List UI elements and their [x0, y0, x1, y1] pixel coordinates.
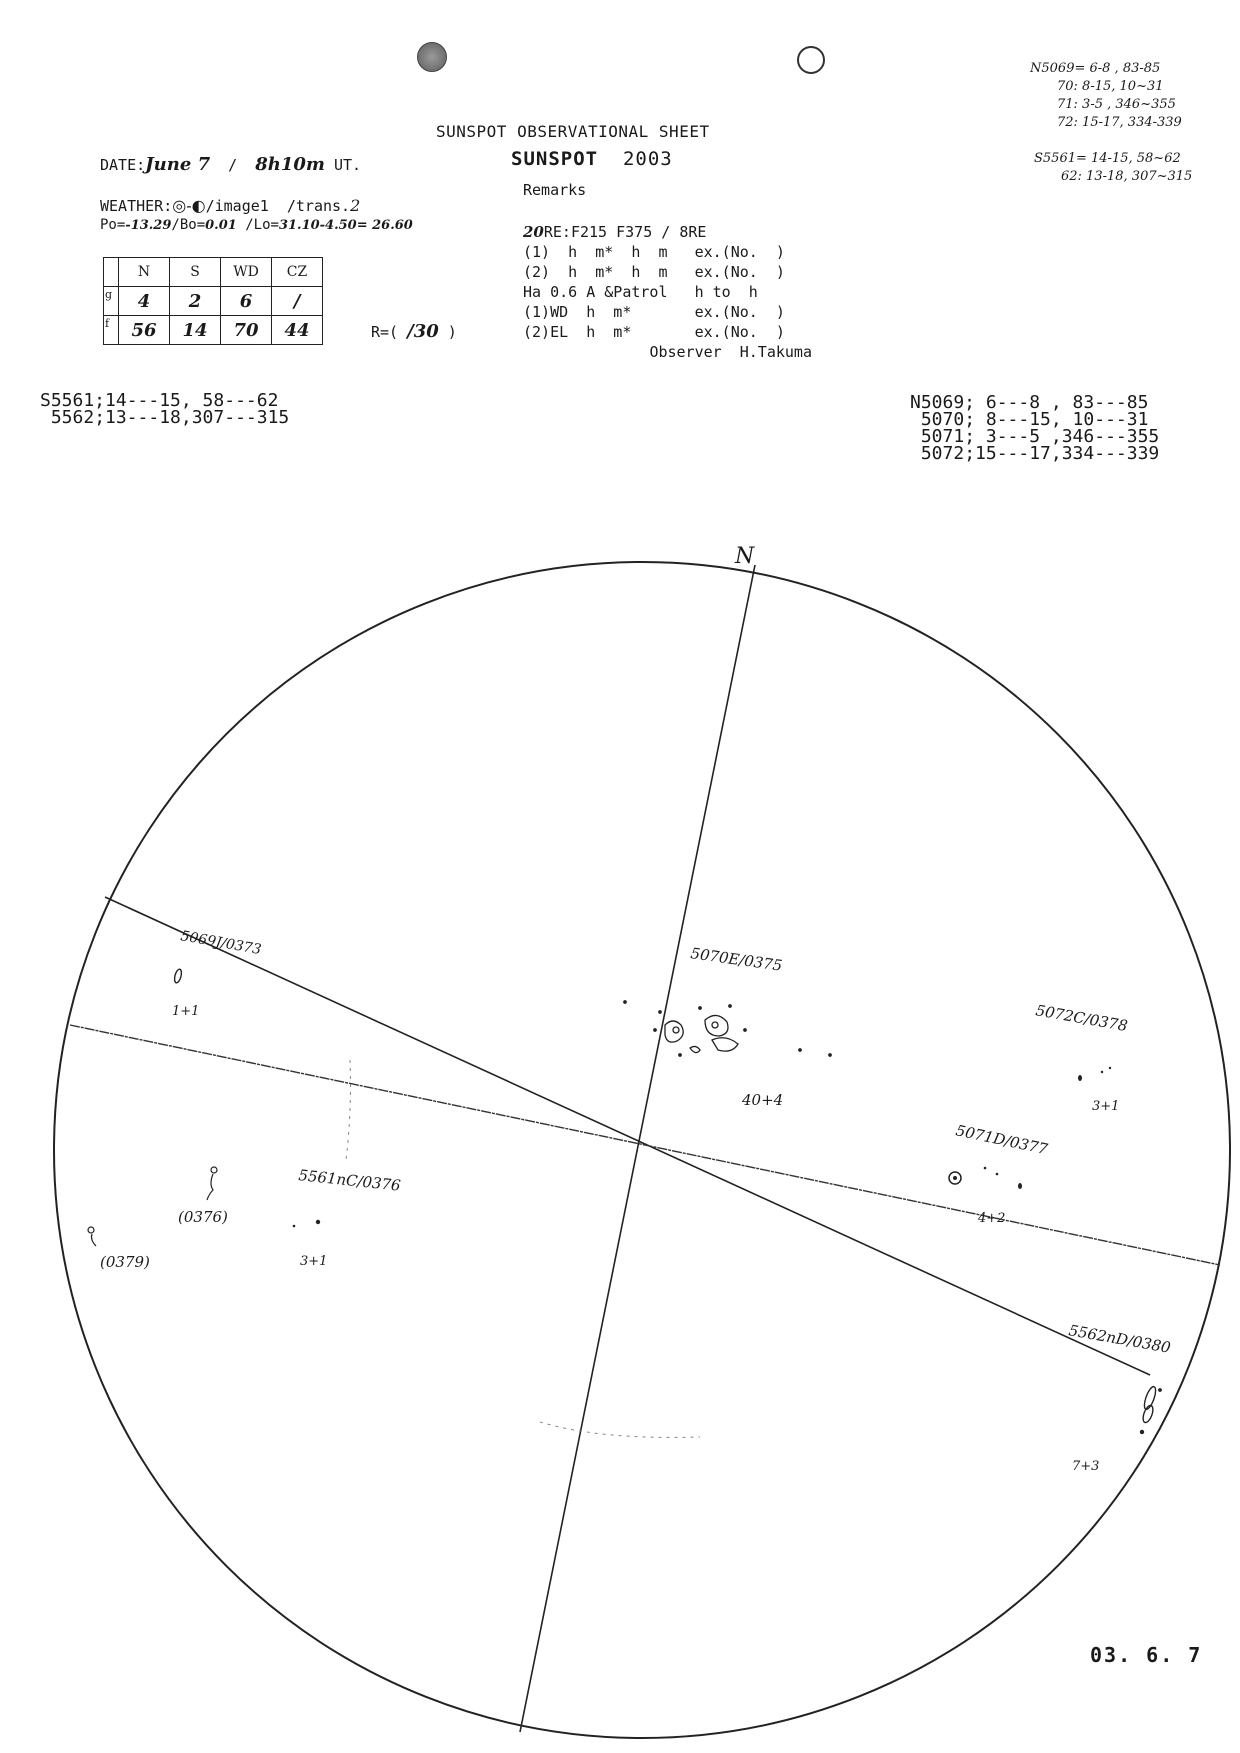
handnote-south-2: 62: 13-18, 307~315: [1061, 169, 1193, 184]
group-count-5070e: 40+4: [742, 1091, 784, 1109]
handnote-north-1: N5069= 6-8 , 83-85: [1030, 61, 1161, 76]
group-count-5072c: 3+1: [1092, 1099, 1120, 1114]
g-cz-value: /: [272, 287, 323, 316]
f-s-value: 14: [170, 316, 221, 345]
handnote-north-3: 71: 3-5 , 346~355: [1057, 97, 1176, 112]
group-count-5562nd: 7+3: [1072, 1459, 1100, 1474]
typed-north-list: N5069; 6---8 , 83---85 5070; 8---15, 10---31 5071; 3---5 ,346---355 5072;15---17,334---339: [910, 392, 1160, 464]
north-mark: N: [735, 544, 755, 569]
spot-5069j: [173, 968, 182, 983]
solar-disk-outline: [54, 562, 1230, 1738]
handnote-north-4: 72: 15-17, 334-339: [1057, 115, 1182, 130]
sunspot-label: SUNSPOT 2003: [511, 148, 673, 170]
handnote-north-2: 70: 8-15, 10~31: [1057, 79, 1164, 94]
spot-group-5561nc: [293, 1220, 320, 1227]
spot-group-5562nd: [1141, 1385, 1162, 1433]
row-g-label: g: [104, 287, 119, 316]
group-count-5561nc: 3+1: [300, 1254, 328, 1269]
f-wd-value: 70: [221, 316, 272, 345]
group-count-5069j: 1+1: [172, 1004, 200, 1019]
group-label-5069j: 5069J/0373: [179, 928, 263, 959]
group-label-5072c: 5072C/0378: [1034, 1001, 1129, 1036]
spot-group-5072c: [1078, 1067, 1111, 1081]
group-label-0379: (0379): [100, 1253, 150, 1271]
group-label-5561nc: 5561nC/0376: [297, 1166, 402, 1195]
spot-group-5071d: [949, 1167, 1022, 1189]
r-number: R=( /30 ): [371, 321, 457, 342]
ephemeris-line: Po=-13.29/Bo=0.01 /Lo=31.10-4.50= 26.60: [100, 217, 413, 233]
g-n-value: 4: [119, 287, 170, 316]
handnote-south-1: S5561= 14-15, 58~62: [1034, 151, 1181, 166]
group-count-5071d: 4+2: [978, 1211, 1006, 1226]
col-n-header: N: [119, 258, 170, 287]
g-wd-value: 6: [221, 287, 272, 316]
remarks-label: Remarks: [523, 181, 587, 199]
date-line: DATE:June 7 / 8h10m UT.: [100, 154, 362, 175]
faint-latitude-arc: [346, 1060, 351, 1160]
group-label-5562nd: 5562nD/0380: [1067, 1321, 1172, 1357]
sheet-title: SUNSPOT OBSERVATIONAL SHEET: [436, 122, 710, 141]
weather-line: WEATHER:◎-◐/image1 /trans.2: [100, 196, 361, 215]
typed-south-list: S5561;14---15, 58---62 5562;13---18,307---315: [40, 390, 290, 428]
spot-group-0379: [88, 1227, 96, 1246]
row-f-label: f: [104, 316, 119, 345]
remarks-block: 20RE:F215 F375 / 8RE (1) h m* h m ex.(No. ) (2) h m* h m ex.(No. ) Ha 0.6 A &Patrol h to h (1)WD h m* ex.(No. ) (2)EL h m* ex.(No. ) Observer H.Takuma: [523, 223, 812, 361]
col-cz-header: CZ: [272, 258, 323, 287]
central-meridian-line: [520, 565, 755, 1732]
f-cz-value: 44: [272, 316, 323, 345]
group-label-0376: (0376): [178, 1208, 228, 1226]
spot-group-0376: [207, 1167, 217, 1200]
date-stamp: 03. 6. 7: [1090, 1643, 1203, 1667]
f-n-value: 56: [119, 316, 170, 345]
col-wd-header: WD: [221, 258, 272, 287]
spot-cluster-5070e: [624, 1001, 831, 1056]
faint-limb-arc: [540, 1422, 700, 1437]
group-label-5071d: 5071D/0377: [954, 1121, 1050, 1159]
col-s-header: S: [170, 258, 221, 287]
g-s-value: 2: [170, 287, 221, 316]
group-label-5070e: 5070E/0375: [689, 944, 784, 975]
